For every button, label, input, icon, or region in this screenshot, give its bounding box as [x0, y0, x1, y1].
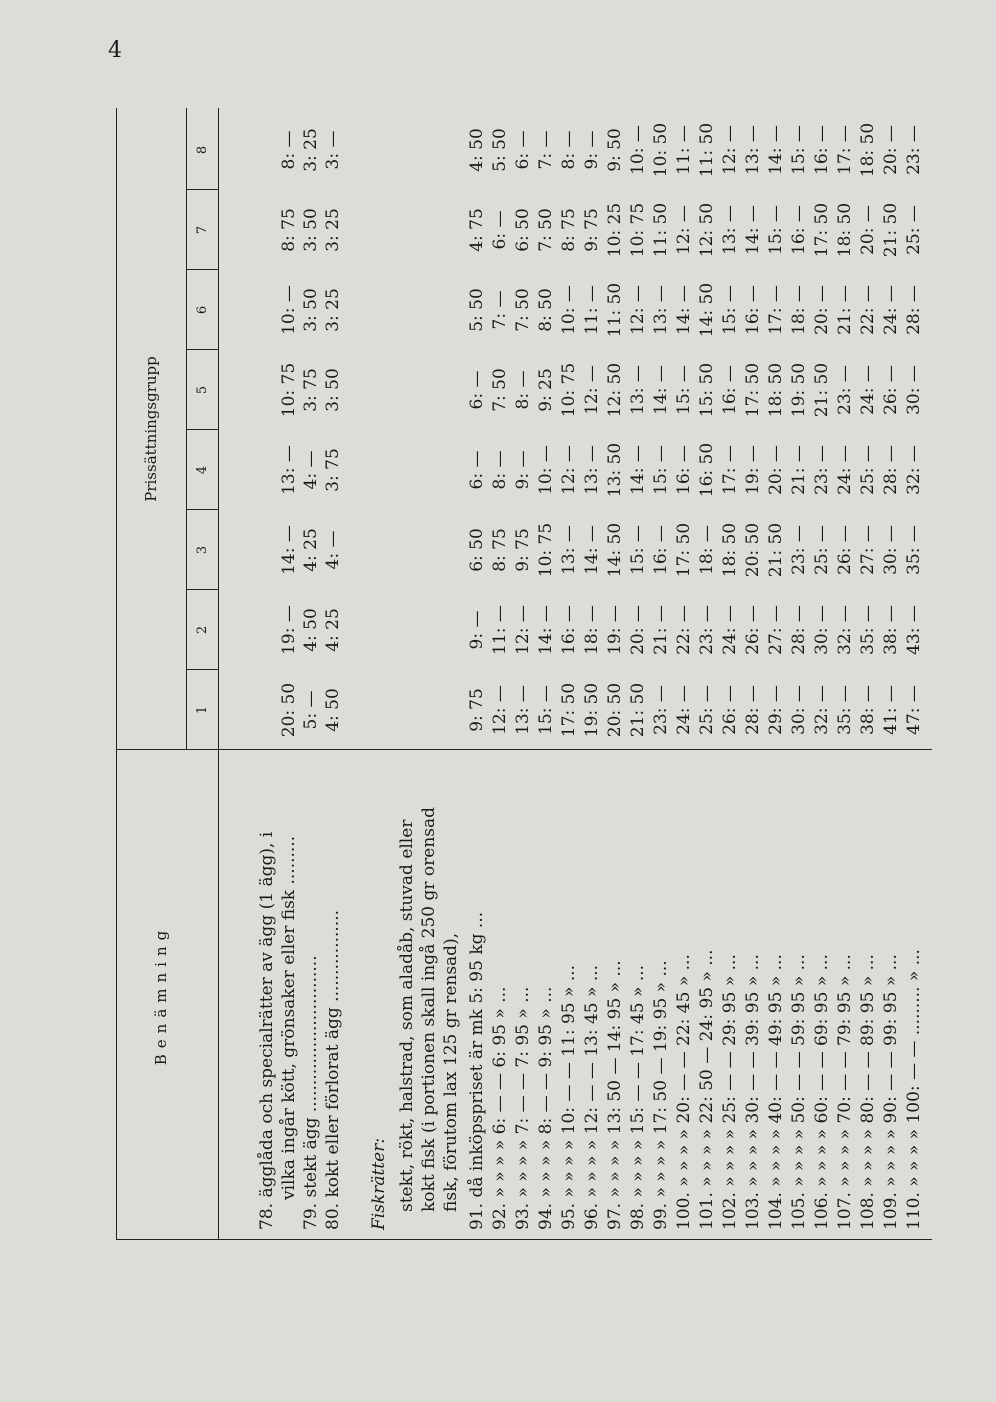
price-cell: 12: 50	[697, 202, 717, 258]
row-description: 101. » » » » 22: 50 — 24: 95 » ...	[697, 949, 717, 1230]
price-cell: 20: 50	[279, 682, 299, 738]
rotated-table	[116, 108, 932, 1240]
price-cell: 28: —	[743, 685, 763, 735]
price-cell: 8: 75	[490, 528, 510, 572]
price-cell: 13: —	[513, 685, 533, 735]
row-description: 95. » » » » 10: — — 11: 95 » ...	[559, 964, 579, 1230]
fisk-intro-1: stekt, rökt, halstrad, som aladåb, stuvad eller	[397, 819, 417, 1212]
price-cell: 35: —	[858, 605, 878, 655]
price-cell: 32: —	[835, 605, 855, 655]
price-cell: 11: 50	[651, 202, 671, 258]
price-cell: 21: 50	[881, 202, 901, 258]
table-row	[696, 108, 718, 1240]
price-cell: 14: —	[536, 605, 556, 655]
price-cell: 13: —	[720, 205, 740, 255]
col-header-4: 4	[194, 465, 210, 475]
price-cell: 10: 75	[628, 202, 648, 258]
table-frame	[116, 108, 932, 1240]
price-cell: 28: —	[904, 285, 924, 335]
price-cell: 23: —	[812, 445, 832, 495]
price-cell: 15: —	[651, 445, 671, 495]
price-cell: 5: 50	[490, 128, 510, 172]
row-description: 92. » » » » 6: — — 6: 95 » ...	[490, 986, 510, 1230]
price-cell: 32: —	[812, 685, 832, 735]
price-cell: 13: —	[743, 125, 763, 175]
price-cell: 23: —	[651, 685, 671, 735]
price-cell: 19: —	[279, 605, 299, 655]
price-cell: 6: 50	[467, 528, 487, 572]
price-cell: 19: 50	[789, 362, 809, 418]
price-cell: 15: —	[674, 365, 694, 415]
price-cell: 21: 50	[628, 682, 648, 738]
price-cell: 26: —	[881, 365, 901, 415]
row-description: 107. » » » » 70: — — 79: 95 » ...	[835, 954, 855, 1230]
price-cell: 4: 50	[467, 128, 487, 172]
table-row	[742, 108, 764, 1240]
price-cell: 9: 75	[513, 528, 533, 572]
price-cell: 3: 25	[323, 288, 343, 332]
price-cell: 12: —	[720, 125, 740, 175]
price-cell: 18: 50	[858, 122, 878, 178]
price-cell: 3: 50	[323, 368, 343, 412]
price-cell: 23: —	[904, 125, 924, 175]
price-cell: 43: —	[904, 605, 924, 655]
price-cell: 21: 50	[812, 362, 832, 418]
price-cell: 41: —	[881, 685, 901, 735]
price-cell: 14: 50	[697, 282, 717, 338]
price-cell: 18: —	[789, 285, 809, 335]
price-cell: 12: —	[628, 285, 648, 335]
price-cell: 12: —	[513, 605, 533, 655]
price-cell: 47: —	[904, 685, 924, 735]
row-description: 106. » » » » 60: — — 69: 95 » ...	[812, 954, 832, 1230]
price-cell: 9: —	[467, 610, 487, 650]
table-row	[903, 108, 925, 1240]
price-cell: 7: 50	[536, 208, 556, 252]
col-header-2: 2	[194, 625, 210, 635]
price-cell: 23: —	[835, 365, 855, 415]
fisk-heading: Fiskrätter:	[369, 1137, 389, 1230]
price-cell: 16: —	[651, 525, 671, 575]
price-cell: 35: —	[904, 525, 924, 575]
price-cell: 19: 50	[582, 682, 602, 738]
row-description: 96. » » » » 12: — — 13: 45 » ...	[582, 964, 602, 1230]
row-80-desc: 80. kokt eller förlorat ägg .................	[323, 909, 343, 1230]
price-cell: 5: —	[301, 690, 321, 730]
price-cell: 26: —	[743, 605, 763, 655]
price-cell: 32: —	[904, 445, 924, 495]
page-number: 4	[108, 38, 122, 63]
price-cell: 10: —	[279, 285, 299, 335]
price-cell: 4: —	[323, 530, 343, 570]
price-cell: 23: —	[697, 605, 717, 655]
price-cell: 30: —	[881, 525, 901, 575]
price-cell: 7: —	[490, 290, 510, 330]
table-row	[558, 108, 580, 1240]
price-cell: 16: —	[720, 365, 740, 415]
price-cell: 8: —	[559, 130, 579, 170]
row-description: 105. » » » » 50: — — 59: 95 » ...	[789, 954, 809, 1230]
price-cell: 17: 50	[674, 522, 694, 578]
price-cell: 17: —	[720, 445, 740, 495]
table-row	[466, 108, 488, 1240]
price-cell: 3: —	[323, 130, 343, 170]
price-cell: 28: —	[881, 445, 901, 495]
price-cell: 14: —	[651, 365, 671, 415]
price-cell: 10: 75	[536, 522, 556, 578]
price-cell: 13: —	[559, 525, 579, 575]
price-cell: 15: —	[720, 285, 740, 335]
col-header-6: 6	[194, 305, 210, 315]
price-cell: 9: 50	[605, 128, 625, 172]
price-cell: 10: —	[628, 125, 648, 175]
table-row	[627, 108, 649, 1240]
price-cell: 20: 50	[605, 682, 625, 738]
price-cell: 18: —	[697, 525, 717, 575]
table-row	[880, 108, 902, 1240]
price-cell: 8: —	[513, 370, 533, 410]
price-cell: 11: —	[582, 285, 602, 335]
price-cell: 17: —	[766, 285, 786, 335]
table-row	[788, 108, 810, 1240]
price-cell: 21: —	[651, 605, 671, 655]
prissattningsgrupp-header: Prissättningsgrupp	[142, 356, 160, 502]
price-cell: 27: —	[858, 525, 878, 575]
price-cell: 38: —	[858, 685, 878, 735]
row-description: 94. » » » » 8: — — 9: 95 » ...	[536, 986, 556, 1230]
price-cell: 24: —	[720, 605, 740, 655]
price-cell: 30: —	[904, 365, 924, 415]
price-cell: 3: 25	[323, 208, 343, 252]
col-header-7: 7	[194, 225, 210, 235]
row-description: 103. » » » » 30: — — 39: 95 » ...	[743, 954, 763, 1230]
price-cell: 17: 50	[559, 682, 579, 738]
price-cell: 24: —	[674, 685, 694, 735]
price-cell: 20: 50	[743, 522, 763, 578]
price-cell: 9: 75	[467, 688, 487, 732]
price-cell: 7: —	[536, 130, 556, 170]
price-cell: 15: —	[536, 685, 556, 735]
price-cell: 14: —	[279, 525, 299, 575]
price-cell: 24: —	[881, 285, 901, 335]
table-row	[535, 108, 557, 1240]
price-cell: 14: —	[743, 205, 763, 255]
price-cell: 30: —	[789, 685, 809, 735]
price-cell: 20: —	[881, 125, 901, 175]
price-cell: 22: —	[858, 285, 878, 335]
price-cell: 12: —	[490, 685, 510, 735]
price-cell: 4: 25	[301, 528, 321, 572]
price-cell: 8: 75	[279, 208, 299, 252]
price-cell: 20: —	[628, 605, 648, 655]
price-cell: 18: 50	[835, 202, 855, 258]
price-cell: 9: 75	[582, 208, 602, 252]
price-cell: 6: —	[467, 370, 487, 410]
price-cell: 28: —	[789, 605, 809, 655]
row-description: 110. » » » » 100: — — ......... » ...	[904, 949, 924, 1230]
price-cell: 19: —	[605, 605, 625, 655]
price-cell: 10: —	[559, 285, 579, 335]
table-row	[811, 108, 833, 1240]
row-79-desc: 79. stekt ägg .............................	[301, 955, 321, 1230]
price-cell: 17: 50	[812, 202, 832, 258]
price-cell: 13: —	[279, 445, 299, 495]
price-cell: 8: 75	[559, 208, 579, 252]
price-cell: 17: —	[835, 125, 855, 175]
price-cell: 38: —	[881, 605, 901, 655]
price-cell: 11: —	[490, 605, 510, 655]
table-row	[489, 108, 511, 1240]
price-cell: 13: 50	[605, 442, 625, 498]
price-cell: 3: 50	[301, 208, 321, 252]
price-cell: 25: —	[812, 525, 832, 575]
price-cell: 6: —	[490, 210, 510, 250]
price-cell: 14: —	[628, 445, 648, 495]
col-header-8: 8	[194, 145, 210, 155]
table-row	[719, 108, 741, 1240]
price-cell: 15: —	[628, 525, 648, 575]
price-cell: 6: 50	[513, 208, 533, 252]
price-cell: 12: —	[582, 365, 602, 415]
price-cell: 14: —	[766, 125, 786, 175]
price-cell: 9: —	[582, 130, 602, 170]
price-cell: 16: 50	[697, 442, 717, 498]
price-cell: 22: —	[674, 605, 694, 655]
price-cell: 18: —	[582, 605, 602, 655]
price-cell: 6: —	[467, 450, 487, 490]
price-cell: 16: —	[743, 285, 763, 335]
price-cell: 10: —	[536, 445, 556, 495]
row-description: 91. då inköpspriset är mk 5: 95 kg ...	[467, 911, 487, 1230]
table-row	[834, 108, 856, 1240]
row-description: 109. » » » » 90: — — 99: 95 » ...	[881, 954, 901, 1230]
price-cell: 8: —	[490, 450, 510, 490]
price-cell: 15: —	[766, 205, 786, 255]
price-cell: 25: —	[858, 445, 878, 495]
price-cell: 18: 50	[766, 362, 786, 418]
row-description: 102. » » » » 25: — — 29: 95 » ...	[720, 954, 740, 1230]
price-cell: 6: —	[513, 130, 533, 170]
price-cell: 5: 50	[467, 288, 487, 332]
price-cell: 14: —	[582, 525, 602, 575]
price-cell: 10: 75	[559, 362, 579, 418]
row-description: 104. » » » » 40: — — 49: 95 » ...	[766, 954, 786, 1230]
price-cell: 3: 25	[301, 128, 321, 172]
price-cell: 7: 50	[513, 288, 533, 332]
row-description: 97. » » » » 13: 50 — 14: 95 » ...	[605, 960, 625, 1230]
price-cell: 26: —	[720, 685, 740, 735]
price-cell: 9: 25	[536, 368, 556, 412]
row-description: 100. » » » » 20: — — 22: 45 » ...	[674, 954, 694, 1230]
price-cell: 11: 50	[605, 282, 625, 338]
price-cell: 21: —	[789, 445, 809, 495]
price-cell: 10: 25	[605, 202, 625, 258]
price-cell: 8: 50	[536, 288, 556, 332]
price-cell: 13: —	[651, 285, 671, 335]
row-78-line1: 78. ägglåda och specialrätter av ägg (1 ägg), i	[257, 831, 277, 1230]
price-cell: 12: —	[674, 205, 694, 255]
row-description: 108. » » » » 80: — — 89: 95 » ...	[858, 954, 878, 1230]
price-cell: 29: —	[766, 685, 786, 735]
price-cell: 4: 50	[323, 688, 343, 732]
price-cell: 20: —	[812, 285, 832, 335]
price-cell: 23: —	[789, 525, 809, 575]
table-row	[581, 108, 603, 1240]
price-cell: 15: —	[789, 125, 809, 175]
price-cell: 4: 75	[467, 208, 487, 252]
price-cell: 11: —	[674, 125, 694, 175]
price-cell: 10: 50	[651, 122, 671, 178]
price-cell: 4: 50	[301, 608, 321, 652]
row-description: 98. » » » » 15: — — 17: 45 » ...	[628, 964, 648, 1230]
price-cell: 10: 75	[279, 362, 299, 418]
price-cell: 11: 50	[697, 122, 717, 178]
price-cell: 12: 50	[605, 362, 625, 418]
price-cell: 21: —	[835, 285, 855, 335]
price-cell: 20: —	[766, 445, 786, 495]
benamning-header: Benämning	[152, 924, 170, 1066]
price-cell: 25: —	[904, 205, 924, 255]
price-cell: 4: —	[301, 450, 321, 490]
price-cell: 15: 50	[697, 362, 717, 418]
price-cell: 9: —	[513, 450, 533, 490]
price-cell: 27: —	[766, 605, 786, 655]
price-cell: 26: —	[835, 525, 855, 575]
table-row	[604, 108, 626, 1240]
price-cell: 12: —	[559, 445, 579, 495]
header-bottom-rule	[218, 108, 219, 1240]
price-cell: 30: —	[812, 605, 832, 655]
price-cell: 25: —	[697, 685, 717, 735]
row-description: 99. » » » » 17: 50 — 19: 95 » ...	[651, 960, 671, 1230]
price-cell: 24: —	[858, 365, 878, 415]
table-row	[857, 108, 879, 1240]
price-cell: 16: —	[789, 205, 809, 255]
price-cell: 16: —	[559, 605, 579, 655]
fisk-intro-3: fisk, förutom lax 125 gr rensad),	[441, 932, 461, 1212]
table-row	[765, 108, 787, 1240]
price-cell: 13: —	[628, 365, 648, 415]
price-cell: 18: 50	[720, 522, 740, 578]
table-row	[673, 108, 695, 1240]
price-cell: 20: —	[858, 205, 878, 255]
table-row	[650, 108, 672, 1240]
price-cell: 19: —	[743, 445, 763, 495]
price-cell: 8: —	[279, 130, 299, 170]
price-cell: 17: 50	[743, 362, 763, 418]
price-cell: 3: 75	[301, 368, 321, 412]
price-cell: 35: —	[835, 685, 855, 735]
price-cell: 24: —	[835, 445, 855, 495]
price-cell: 14: —	[674, 285, 694, 335]
price-cell: 21: 50	[766, 522, 786, 578]
table-row	[512, 108, 534, 1240]
col-header-1: 1	[194, 705, 210, 715]
row-78-line2: vilka ingår kött, grönsaker eller fisk .........	[279, 835, 299, 1200]
price-cell: 16: —	[812, 125, 832, 175]
price-cell: 7: 50	[490, 368, 510, 412]
price-cell: 14: 50	[605, 522, 625, 578]
row-description: 93. » » » » 7: — — 7: 95 » ...	[513, 986, 533, 1230]
price-cell: 3: 50	[301, 288, 321, 332]
col-header-3: 3	[194, 545, 210, 555]
price-cell: 13: —	[582, 445, 602, 495]
fisk-intro-2: kokt fisk (i portionen skall ingå 250 gr orensad	[419, 806, 439, 1212]
col-header-5: 5	[194, 385, 210, 395]
price-cell: 16: —	[674, 445, 694, 495]
price-cell: 3: 75	[323, 448, 343, 492]
price-cell: 4: 25	[323, 608, 343, 652]
